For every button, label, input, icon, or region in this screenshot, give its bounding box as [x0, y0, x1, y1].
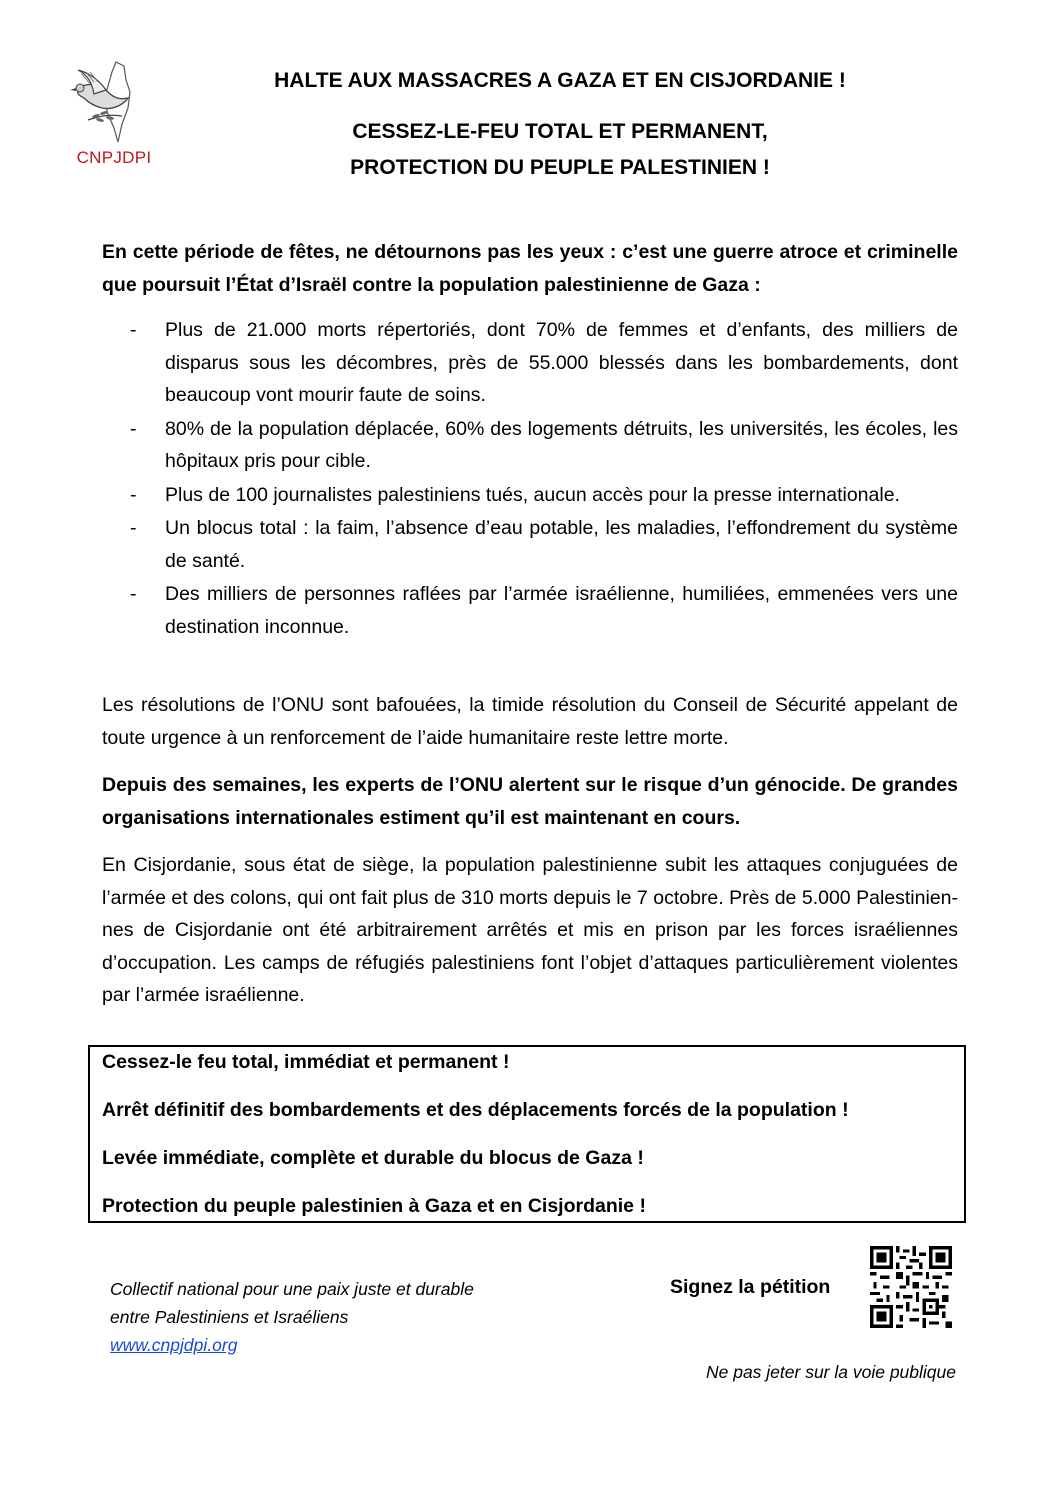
logo-text: CNPJDPI: [76, 148, 152, 167]
dove-map-icon: [64, 58, 164, 148]
genocide-paragraph: Depuis des semaines, les experts de l’ONU alertent sur le risque d’un génocide. De grandes organisations internationales estiment qu’il est maintenant en cours.: [102, 774, 958, 829]
subtitle-line-1: CESSEZ-LE-FEU TOTAL ET PERMANENT,: [352, 120, 768, 143]
list-item: [102, 413, 958, 478]
list-item: [102, 314, 958, 412]
demand-item: Arrêt définitif des bombardements et des déplacements forcés de la population !: [102, 1099, 849, 1121]
qr-code-icon[interactable]: [870, 1246, 952, 1328]
bullet-dash: -: [130, 583, 137, 605]
demands-box: [88, 1045, 966, 1223]
cnpjdpi-logo: [64, 58, 164, 198]
org-name-line-1: Collectif national pour une paix juste et durable: [110, 1279, 474, 1299]
facts-list: [102, 314, 958, 644]
demand-item: Cessez-le feu total, immédiat et permanent !: [102, 1051, 510, 1073]
list-item: [102, 578, 958, 643]
bullet-dash: -: [130, 319, 137, 341]
list-item-text: Un blocus total : la faim, l’absence d’eau potable, les maladies, l’effondrement du système de santé.: [165, 517, 958, 572]
bullet-dash: -: [130, 417, 137, 440]
bullet-dash: -: [130, 517, 137, 539]
onu-paragraph: Les résolutions de l’ONU sont bafouées, la timide résolution du Conseil de Sécurité appelant de toute urgence à un renforcement de l’aide humanitaire reste lettre morte.: [102, 694, 958, 749]
cisjordanie-paragraph: En Cisjordanie, sous état de siège, la population palestinienne subit les attaques conjuguées de l’armée et des colons, qui ont fait plus de 310 morts depuis le 7 octobre. Près de 5.000 Palestinien-nes de Cisjordanie ont été arbitrairement arrêtés et mis en prison par les forces israéliennes d’occupation. Les camps de réfugiés palestiniens font l’objet d’attaques particulièrement violentes par l’armée israélienne.: [102, 854, 958, 1006]
list-item-text: Plus de 100 journalistes palestiniens tués, aucun accès pour la presse internationale.: [165, 483, 900, 506]
subtitle-line-2: PROTECTION DU PEUPLE PALESTINIEN !: [350, 156, 770, 179]
list-item-text: 80% de la population déplacée, 60% des logements détruits, les universités, les écoles, les hôpitaux pris pour cible.: [165, 417, 958, 472]
list-item-text: Plus de 21.000 morts répertoriés, dont 70% de femmes et d’enfants, des milliers de disparus sous les décombres, près de 55.000 blessés dans les bombardements, dont beaucoup vont mourir faute de soins.: [165, 319, 958, 406]
sign-petition-label: Signez la pétition: [670, 1276, 831, 1298]
demand-item: Levée immédiate, complète et durable du blocus de Gaza !: [102, 1147, 644, 1169]
list-item: [102, 512, 958, 577]
bullet-dash: -: [130, 483, 137, 506]
website-link[interactable]: www.cnpjdpi.org: [110, 1335, 238, 1355]
main-title: HALTE AUX MASSACRES A GAZA ET EN CISJORDANIE !: [274, 69, 846, 92]
demand-item: Protection du peuple palestinien à Gaza et en Cisjordanie !: [102, 1195, 646, 1217]
list-item: [102, 479, 958, 512]
org-name-line-2: entre Palestiniens et Israéliens: [110, 1307, 349, 1327]
footer-note: Ne pas jeter sur la voie publique: [705, 1362, 956, 1382]
footer-organization: [110, 1275, 580, 1359]
list-item-text: Des milliers de personnes raflées par l’armée israélienne, humiliées, emmenées vers une destination inconnue.: [165, 583, 958, 638]
intro-paragraph: En cette période de fêtes, ne détournons pas les yeux : c’est une guerre atroce et criminelle que poursuit l’État d’Israël contre la population palestinienne de Gaza :: [102, 241, 958, 296]
